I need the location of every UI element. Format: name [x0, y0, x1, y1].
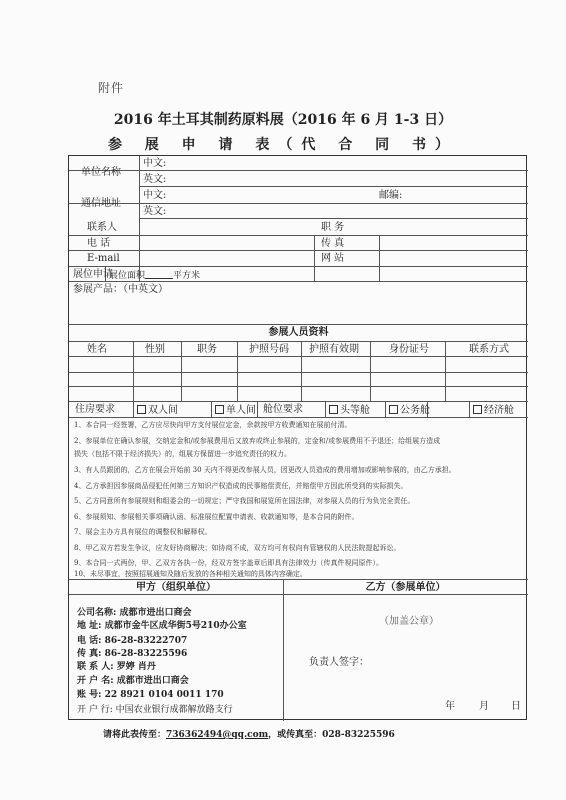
- col-name: 姓名: [87, 344, 107, 355]
- cabin-label: 舱位要求: [263, 404, 303, 415]
- booth-area-field[interactable]: [109, 270, 200, 281]
- staff-section-title: 参展人员资料: [268, 327, 329, 338]
- booth-apply-label: 展位申请: [73, 269, 113, 280]
- party-a-contact: 联 系 人: 罗婷 肖丹: [77, 662, 156, 672]
- email-label: E-mail: [87, 253, 120, 264]
- website-label: 网 站: [321, 253, 345, 264]
- col-id-no: 身份证号: [389, 344, 429, 355]
- term-line: 10、未尽事宜，按照招展通知及随后发放的各种相关通知的具体内容确定。: [74, 570, 307, 578]
- party-a-account: 账 号: 22 8921 0104 0011 170: [77, 690, 224, 700]
- term-line: 8、甲乙双方若发生争议，应友好协商解决；如协商不成，双方均可有权向有管辖权的人民法院提起诉讼。: [74, 544, 401, 552]
- term-line: 9、本合同一式两份，甲、乙双方各执一份，经双方签字盖章后即具有法律效力（传真件视同原件）。: [74, 559, 383, 567]
- term-line: 5、乙方同意所有参展规则和组委会的一切规定；严守我国和展览所在国法律，对参展人员的行为负完全责任。: [74, 497, 415, 505]
- products-label: 参展产品：（中英文）: [73, 284, 168, 295]
- col-position: 职务: [197, 344, 217, 355]
- party-a-address: 地 址: 成都市金牛区成华街5号210办公室: [77, 621, 247, 631]
- term-line: 6、参展须知、参展相关事项确认函、标准展位配置申请表、收款通知等，是本合同的附件。: [74, 513, 359, 521]
- footer-email-link[interactable]: 736362494@qq.com: [166, 730, 269, 740]
- business-class-checkbox[interactable]: 公务舱: [389, 405, 430, 416]
- unit-name-label: 单位名称: [81, 167, 121, 178]
- col-contact: 联系方式: [469, 344, 509, 355]
- address-en-label: 英文:: [143, 206, 167, 217]
- position-label: 职 务: [321, 222, 345, 233]
- address-cn-label: 中文:: [143, 190, 167, 201]
- term-line: 7、展会主办方具有展位的调整权和解释权。: [74, 528, 212, 536]
- party-b-signer[interactable]: 负责人签字：: [309, 657, 369, 668]
- term-line: 3、有人员跟团的，乙方在展会开始前 30 天内不得更改参展人员，因更改人员造成的费用增加或影响参展的，由乙方承担。: [74, 466, 456, 474]
- party-a-heading: 甲方（组织单位）: [136, 582, 216, 593]
- party-a-phone: 电 话: 86-28-83222707: [77, 636, 188, 646]
- party-a-bank: 开 户 行: 中国农业银行成都解放路支行: [77, 705, 233, 715]
- contact-label: 联系人: [87, 222, 117, 233]
- col-gender: 性别: [145, 344, 165, 355]
- address-label: 通信地址: [81, 198, 121, 209]
- first-class-checkbox[interactable]: 头等舱: [329, 405, 370, 416]
- term-line: 4、乙方承担因参展商品侵犯任何第三方知识产权造成的民事赔偿责任，并赔偿甲方因此所受到的实际损失。: [74, 482, 408, 490]
- party-b-heading: 乙方（参展单位）: [365, 582, 446, 593]
- party-a-fax: 传 真: 86-28-83225596: [77, 649, 188, 659]
- fax-label: 传 真: [321, 238, 345, 249]
- postcode-label: 邮编:: [379, 190, 403, 201]
- single-room-checkbox[interactable]: 单人间: [215, 405, 256, 416]
- party-b-day: 日: [511, 701, 521, 712]
- application-form: [68, 155, 527, 720]
- booth-area-blank[interactable]: [145, 270, 173, 279]
- booth-area-label: 展位面积: [109, 271, 146, 281]
- party-b-stamp: （加盖公章）: [379, 616, 439, 627]
- party-a-company: 公司名称: 成都市进出口商会: [77, 608, 192, 618]
- party-b-month: 月: [479, 701, 489, 712]
- phone-label: 电 话: [87, 238, 111, 249]
- col-passport-expiry: 护照有效期: [309, 344, 359, 355]
- party-b-year: 年: [445, 701, 455, 712]
- sqm-label: 平方米: [173, 271, 201, 281]
- col-passport-no: 护照号码: [249, 344, 289, 355]
- party-a-account-name: 开 户 名: 成都市进出口商会: [77, 676, 189, 686]
- unit-name-en-label: 英文:: [143, 174, 167, 185]
- term-line: 1、本合同一经签署，乙方应尽快向甲方支付展位定金，余款按甲方收费通知在展前付清。: [74, 421, 352, 429]
- attachment-label: 附件: [98, 81, 125, 95]
- footer-note: 请将此表传至：736362494@qq.com，或传真至：028-83225596: [103, 730, 395, 740]
- exhibition-title: 2016 年土耳其制药原料展（2016 年 6 月 1-3 日）: [113, 112, 453, 128]
- form-title: 参 展 申 请 表（代 合 同 书）: [107, 137, 459, 153]
- unit-name-cn-label: 中文:: [143, 158, 167, 169]
- term-line: 损失（包括不限于经济损失）的，组展方保留进一步追究责任的权力。: [74, 450, 291, 458]
- term-line: 2、参展单位在确认参展，交纳定金和/或参展费用后又放弃或终止参展的，定金和/或参展费用不予退还；给组展方造成: [74, 437, 441, 445]
- accommodation-label: 住房要求: [75, 404, 115, 415]
- economy-class-checkbox[interactable]: 经济舱: [473, 405, 514, 416]
- double-room-checkbox[interactable]: 双人间: [137, 405, 178, 416]
